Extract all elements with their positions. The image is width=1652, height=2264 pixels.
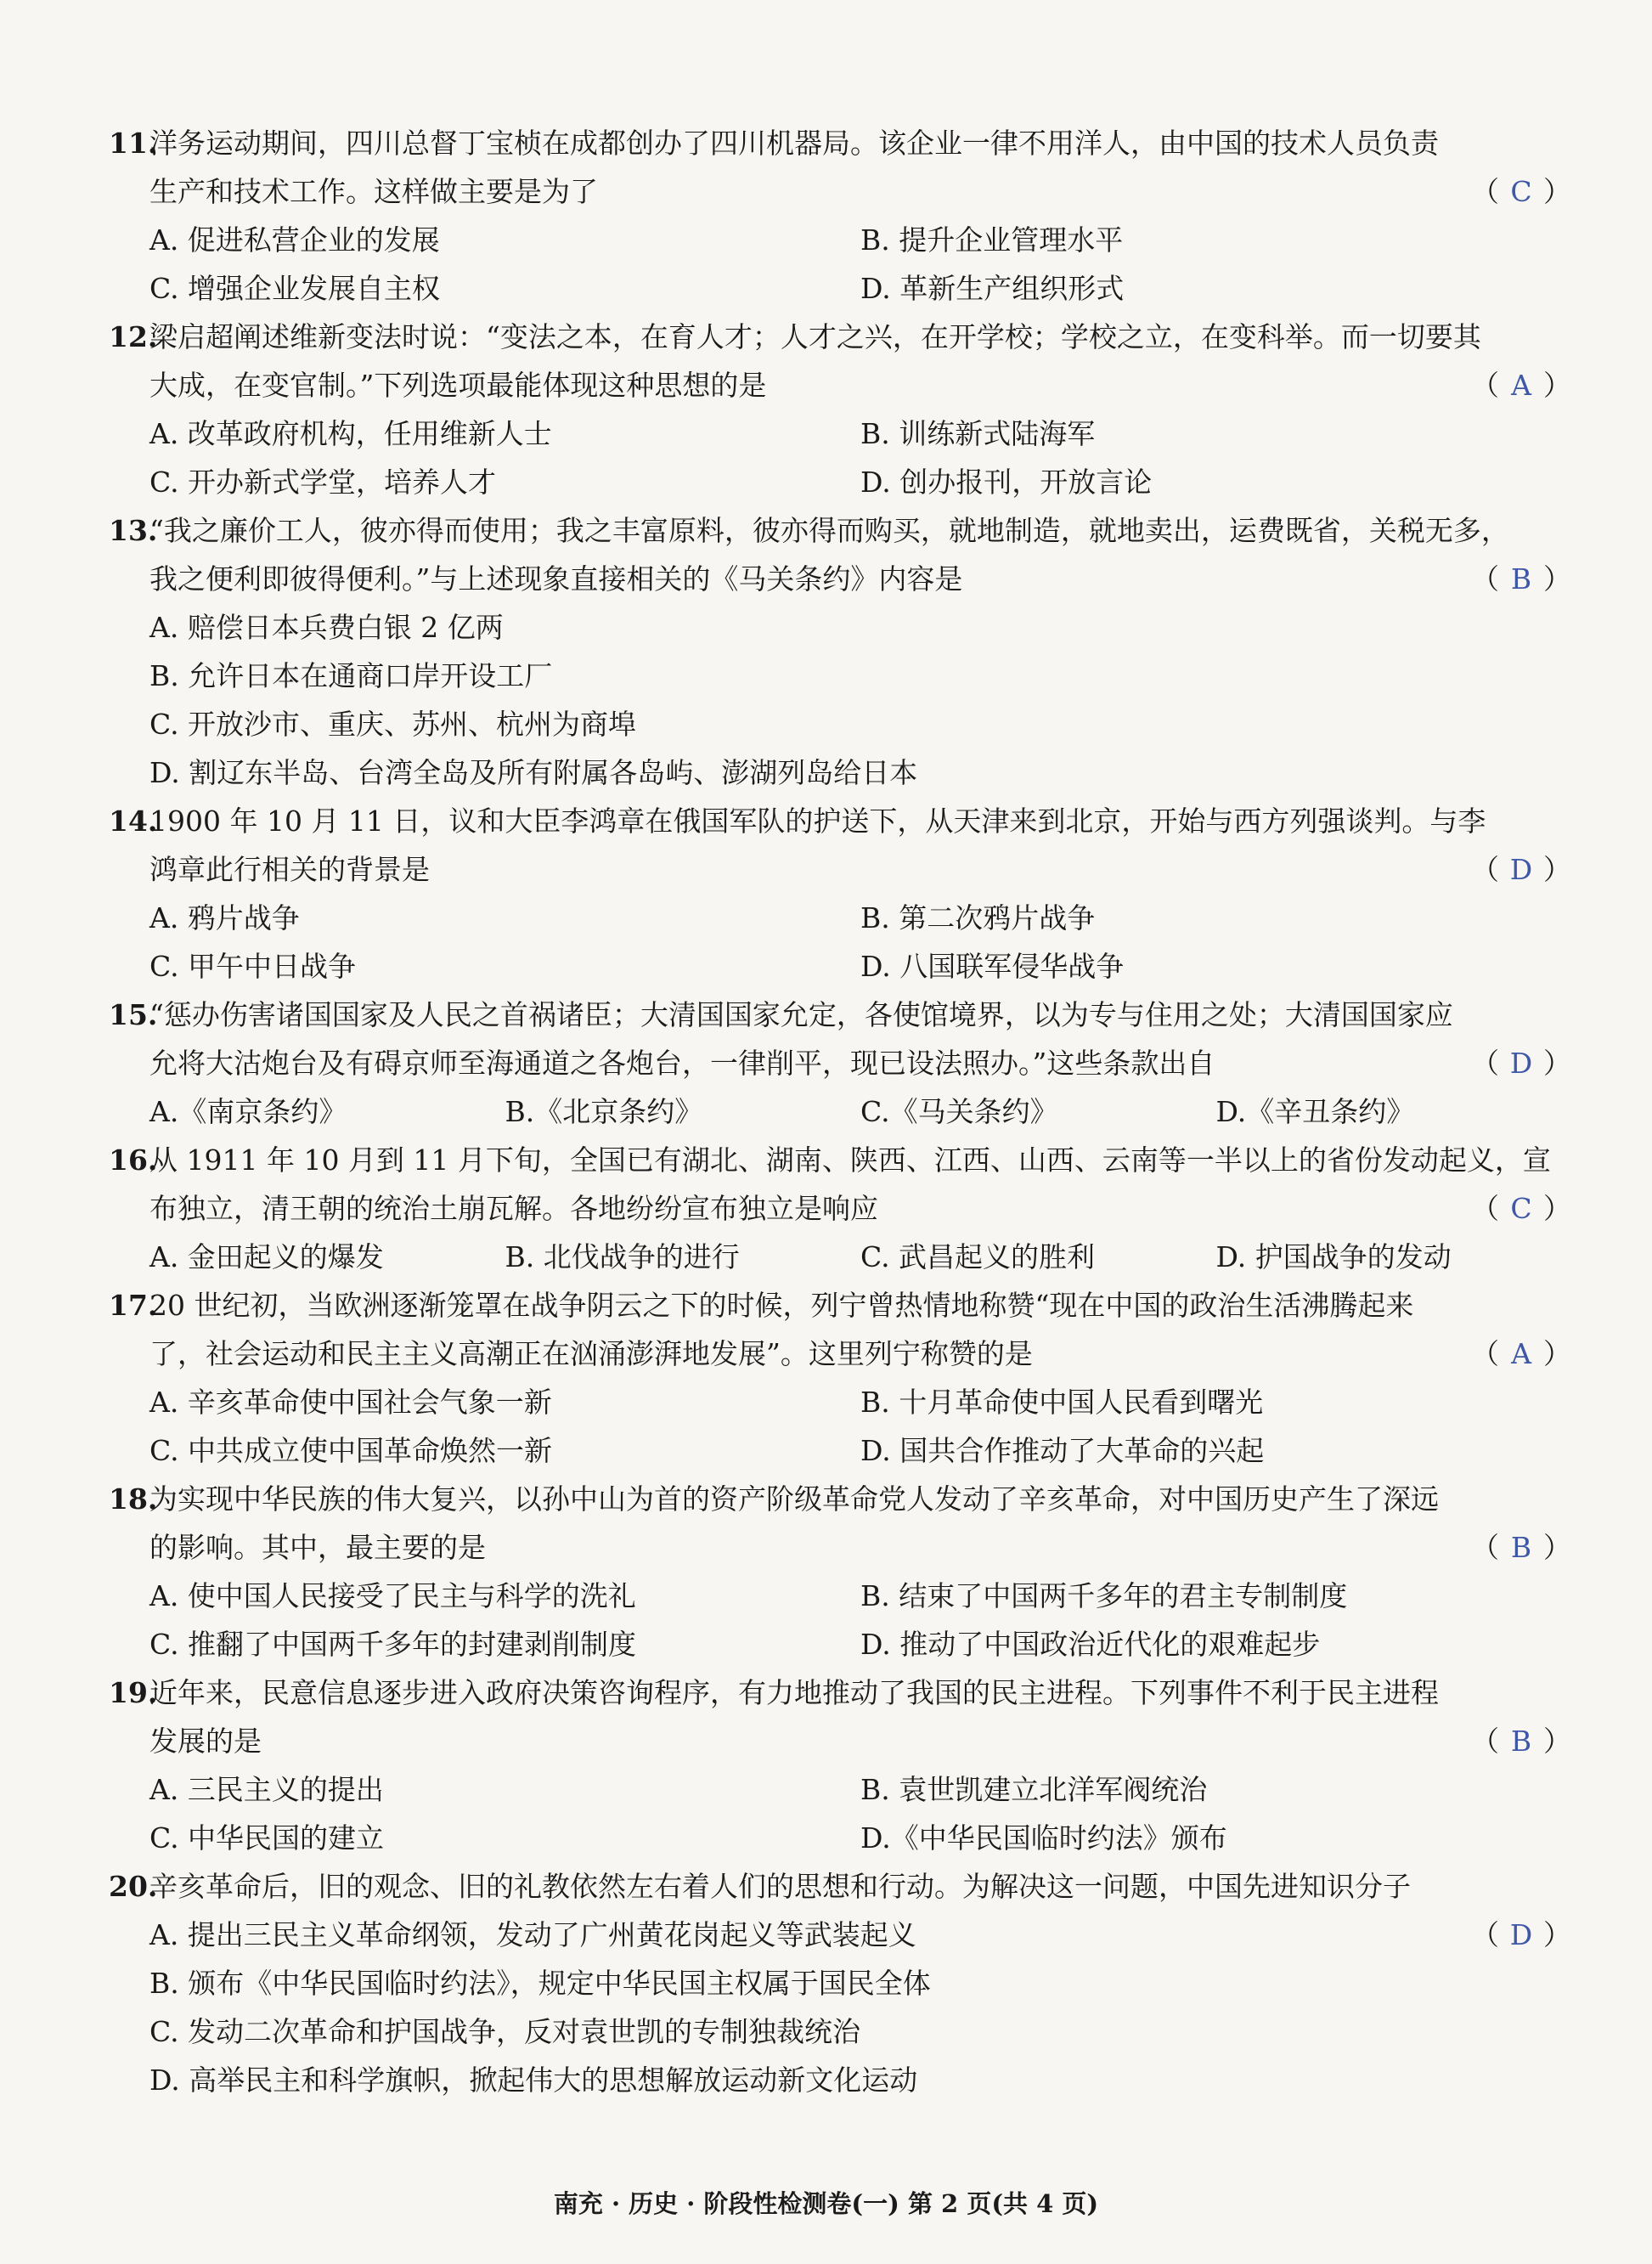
stem-text: 生产和技术工作。这样做主要是为了: [149, 175, 598, 208]
option-list: [112, 1572, 1571, 1668]
option-d: D. 国共合作推动了大革命的兴起: [860, 1434, 1265, 1467]
question-stem-line: [109, 797, 1571, 845]
question-stem-continuation: [112, 1717, 1571, 1765]
option-b: B. 袁世凯建立北洋军阀统治: [860, 1773, 1208, 1806]
question-stem-line: [109, 1136, 1571, 1184]
page-footer: 南充 · 历史 · 阶段性检测卷(一) 第 2 页(共 4 页): [553, 2189, 1099, 2218]
answer-close-paren: ）: [1543, 1337, 1571, 1370]
answer-close-paren: ）: [1543, 1192, 1571, 1225]
answer-bracket: [1471, 1184, 1571, 1233]
question-18: [109, 1475, 1571, 1668]
option-b: B. 提升企业管理水平: [860, 223, 1124, 257]
question-stem-line: [109, 1475, 1571, 1523]
question-19: [109, 1668, 1571, 1862]
answer-bracket: [1471, 1717, 1571, 1765]
option-list: [112, 1911, 1571, 2104]
option-b: B. 十月革命使中国人民看到曙光: [860, 1386, 1264, 1419]
question-13: [109, 506, 1571, 797]
option-list: [112, 1378, 1571, 1475]
question-stem-line: [109, 506, 1571, 555]
option-c: C. 增强企业发展自主权: [149, 272, 441, 305]
answer-open-paren: （: [1471, 1192, 1499, 1225]
answer-bracket: [1471, 1039, 1571, 1087]
question-stem-continuation: [112, 845, 1571, 894]
answer-open-paren: （: [1471, 175, 1499, 208]
stem-text: 鸿章此行相关的背景是: [149, 853, 430, 886]
stem-text: 了，社会运动和民主主义高潮正在汹涌澎湃地发展”。这里列宁称赞的是: [149, 1337, 1033, 1370]
answer-bracket: [1471, 167, 1571, 216]
question-stem-line: [109, 313, 1571, 361]
question-stem-line: [109, 1281, 1571, 1330]
question-number: 12.: [109, 320, 158, 353]
option-c: C. 开放沙市、重庆、苏州、杭州为商埠: [149, 708, 637, 741]
option-b: B. 结束了中国两千多年的君主专制制度: [860, 1579, 1348, 1612]
question-stem-continuation: [112, 1039, 1571, 1087]
option-b: B. 训练新式陆海军: [860, 417, 1096, 450]
option-d: D. 割辽东半岛、台湾全岛及所有附属各岛屿、澎湖列岛给日本: [149, 756, 918, 789]
stem-text: 1900 年 10 月 11 日，议和大臣李鸿章在俄国军队的护送下，从天津来到北京，开始与西方列强谈判。与李: [149, 805, 1486, 838]
stem-text: 的影响。其中，最主要的是: [149, 1531, 486, 1564]
answer-letter: A: [1511, 1337, 1531, 1370]
answer-letter: A: [1511, 369, 1531, 402]
question-number: 13.: [109, 514, 158, 547]
stem-text: “惩办伤害诸国国家及人民之首祸诸臣；大清国国家允定，各使馆境界，以为专与住用之处；大清国国家应: [149, 998, 1453, 1031]
question-12: [109, 313, 1571, 506]
option-b: B. 第二次鸦片战争: [860, 901, 1096, 934]
option-b: B. 颁布《中华民国临时约法》，规定中华民国主权属于国民全体: [149, 1967, 931, 2000]
option-a: A. 辛亥革命使中国社会气象一新: [149, 1386, 552, 1419]
answer-close-paren: ）: [1543, 1531, 1571, 1564]
answer-bracket: [1471, 1523, 1571, 1572]
question-20: [109, 1862, 1571, 2104]
stem-text: 我之便利即彼得便利。”与上述现象直接相关的《马关条约》内容是: [149, 562, 963, 596]
question-number: 19.: [109, 1676, 158, 1709]
stem-text: 20 世纪初，当欧洲逐渐笼罩在战争阴云之下的时候，列宁曾热情地称赞“现在中国的政治生活沸腾起来: [149, 1289, 1414, 1322]
option-list: [112, 1233, 1571, 1281]
option-b: B. 北伐战争的进行: [505, 1240, 740, 1273]
answer-letter: C: [1510, 1192, 1532, 1225]
answer-open-paren: （: [1471, 369, 1499, 402]
answer-open-paren: （: [1471, 853, 1499, 886]
option-c: C. 甲午中日战争: [149, 950, 357, 983]
answer-letter: B: [1510, 1531, 1532, 1564]
option-list: [112, 1087, 1571, 1136]
stem-text: 为实现中华民族的伟大复兴，以孙中山为首的资产阶级革命党人发动了辛亥革命，对中国历史产生了深远: [149, 1482, 1439, 1516]
option-a: A. 赔偿日本兵费白银 2 亿两: [149, 611, 504, 644]
question-stem-line: [109, 119, 1571, 167]
answer-close-paren: ）: [1543, 1047, 1571, 1080]
stem-text: 发展的是: [149, 1725, 262, 1758]
answer-open-paren: （: [1471, 1531, 1499, 1564]
option-list: [112, 603, 1571, 797]
stem-text: 布独立，清王朝的统治土崩瓦解。各地纷纷宣布独立是响应: [149, 1192, 878, 1225]
answer-close-paren: ）: [1543, 175, 1571, 208]
answer-letter: C: [1510, 175, 1532, 208]
option-c: C. 武昌起义的胜利: [860, 1240, 1096, 1273]
answer-close-paren: ）: [1543, 1725, 1571, 1758]
option-list: [112, 894, 1571, 991]
question-stem-continuation: [112, 1184, 1571, 1233]
question-stem-line: [109, 1668, 1571, 1717]
question-15: [109, 991, 1571, 1136]
question-number: 17.: [109, 1289, 158, 1322]
option-c: C. 开办新式学堂，培养人才: [149, 466, 497, 499]
question-number: 18.: [109, 1482, 158, 1516]
stem-text: 从 1911 年 10 月到 11 月下旬，全国已有湖北、湖南、陕西、江西、山西、云南等一半以上的省份发动起义，宣: [149, 1143, 1551, 1177]
stem-text: 洋务运动期间，四川总督丁宝桢在成都创办了四川机器局。该企业一律不用洋人，由中国的技术人员负责: [149, 127, 1439, 160]
option-list: [112, 409, 1571, 506]
stem-text: “我之廉价工人，彼亦得而使用；我之丰富原料，彼亦得而购买，就地制造，就地卖出，运费既省，关税无多，: [149, 514, 1509, 547]
answer-letter: B: [1510, 1725, 1532, 1758]
answer-letter: D: [1509, 1047, 1533, 1080]
option-list: [112, 216, 1571, 313]
question-stem-line: [109, 1862, 1571, 1911]
option-a: A. 三民主义的提出: [149, 1773, 384, 1806]
answer-open-paren: （: [1471, 1047, 1499, 1080]
question-number: 16.: [109, 1143, 158, 1177]
option-a: A. 改革政府机构，任用维新人士: [149, 417, 552, 450]
option-list: [112, 1765, 1571, 1862]
answer-letter: D: [1509, 853, 1533, 886]
option-d: D. 八国联军侵华战争: [860, 950, 1125, 983]
question-stem-continuation: [112, 1523, 1571, 1572]
question-number: 15.: [109, 998, 158, 1031]
answer-close-paren: ）: [1543, 369, 1571, 402]
option-d: D. 革新生产组织形式: [860, 272, 1125, 305]
answer-bracket: [1471, 555, 1571, 603]
option-d: D.《辛丑条约》: [1215, 1095, 1415, 1128]
answer-close-paren: ）: [1543, 562, 1571, 596]
question-list: [109, 119, 1571, 2104]
question-11: [109, 119, 1571, 313]
question-17: [109, 1281, 1571, 1475]
option-c: C. 中华民国的建立: [149, 1821, 385, 1855]
answer-letter: D: [1509, 1918, 1533, 1951]
option-c: C.《马关条约》: [860, 1095, 1058, 1128]
stem-text: 梁启超阐述维新变法时说：“变法之本，在育人才；人才之兴，在开学校；学校之立，在变科举。而一切要其: [149, 320, 1481, 353]
option-b: B.《北京条约》: [505, 1095, 703, 1128]
answer-bracket: [1471, 1330, 1571, 1378]
question-stem-continuation: [112, 361, 1571, 409]
option-d: D.《中华民国临时约法》颁布: [860, 1821, 1227, 1855]
question-stem-continuation: [112, 167, 1571, 216]
answer-open-paren: （: [1471, 1918, 1499, 1951]
question-14: [109, 797, 1571, 991]
option-b: B. 允许日本在通商口岸开设工厂: [149, 659, 553, 692]
option-c: C. 发动二次革命和护国战争，反对袁世凯的专制独裁统治: [149, 2015, 861, 2048]
option-c: C. 推翻了中国两千多年的封建剥削制度: [149, 1628, 637, 1661]
answer-letter: B: [1510, 562, 1532, 596]
answer-open-paren: （: [1471, 562, 1499, 596]
answer-close-paren: ）: [1543, 1918, 1571, 1951]
question-stem-continuation: [112, 1330, 1571, 1378]
option-d: D. 高举民主和科学旗帜，掀起伟大的思想解放运动新文化运动: [149, 2064, 918, 2097]
question-number: 11.: [109, 127, 158, 160]
answer-open-paren: （: [1471, 1337, 1499, 1370]
option-a: A. 使中国人民接受了民主与科学的洗礼: [149, 1579, 636, 1612]
stem-text: 允将大沽炮台及有碍京师至海通道之各炮台，一律削平，现已设法照办。”这些条款出自: [149, 1047, 1215, 1080]
answer-bracket: [1471, 1911, 1571, 1959]
option-d: D. 创办报刊，开放言论: [860, 466, 1153, 499]
option-d: D. 推动了中国政治近代化的艰难起步: [860, 1628, 1321, 1661]
option-a: A. 促进私营企业的发展: [149, 223, 440, 257]
answer-bracket: [1471, 845, 1571, 894]
option-a: A. 金田起义的爆发: [149, 1240, 384, 1273]
option-a: A.《南京条约》: [149, 1095, 347, 1128]
option-d: D. 护国战争的发动: [1215, 1240, 1452, 1273]
question-number: 14.: [109, 805, 158, 838]
question-16: [109, 1136, 1571, 1281]
question-stem-continuation: [112, 555, 1571, 603]
stem-text: 近年来，民意信息逐步进入政府决策咨询程序，有力地推动了我国的民主进程。下列事件不利于民主进程: [149, 1676, 1439, 1709]
question-number: 20.: [109, 1870, 158, 1903]
stem-text: 大成，在变官制。”下列选项最能体现这种思想的是: [149, 369, 767, 402]
option-a: A. 鸦片战争: [149, 901, 300, 934]
answer-open-paren: （: [1471, 1725, 1499, 1758]
question-stem-line: [109, 991, 1571, 1039]
option-c: C. 中共成立使中国革命焕然一新: [149, 1434, 553, 1467]
option-a: A. 提出三民主义革命纲领，发动了广州黄花岗起义等武装起义: [149, 1918, 916, 1951]
answer-bracket: [1471, 361, 1571, 409]
stem-text: 辛亥革命后，旧的观念、旧的礼教依然左右着人们的思想和行动。为解决这一问题，中国先进知识分子: [149, 1870, 1411, 1903]
answer-close-paren: ）: [1543, 853, 1571, 886]
